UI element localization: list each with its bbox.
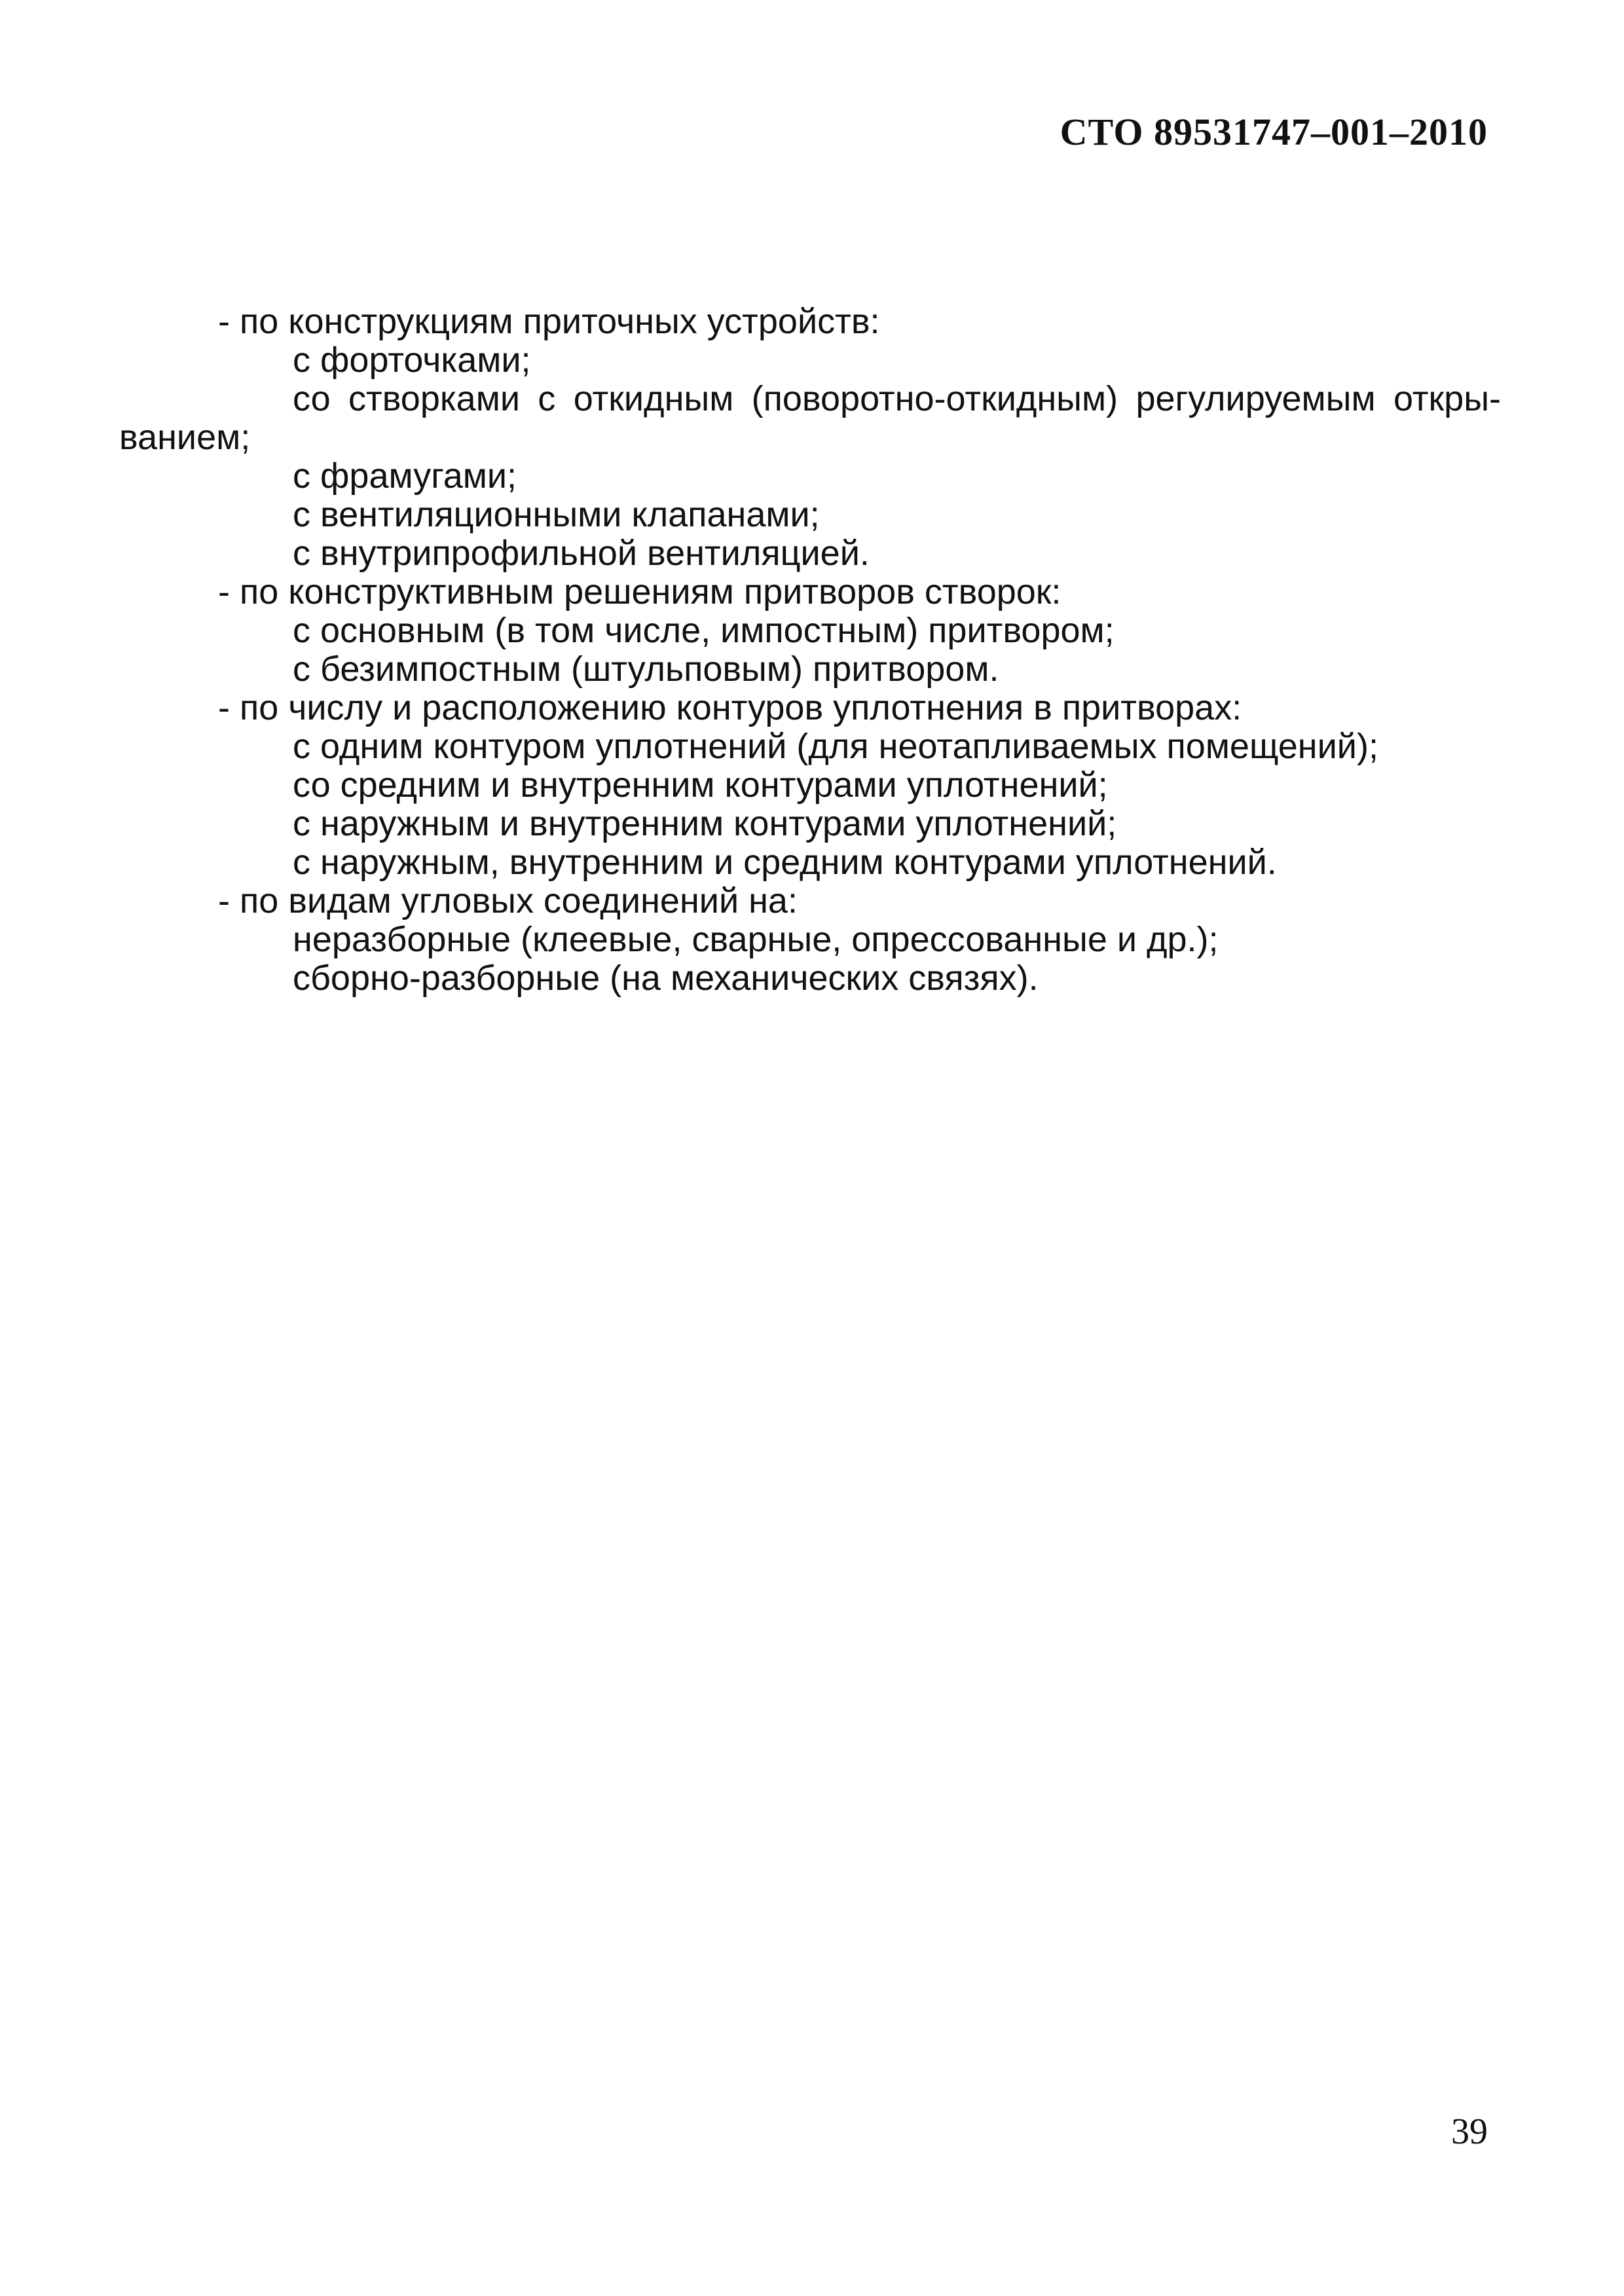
list-item: со средним и внутренним контурами уплотнений; (293, 765, 1108, 805)
list-item: с безимпостным (штульповым) притвором. (293, 649, 999, 689)
list-item-continuation: ванием; (119, 418, 251, 457)
classification-list (119, 302, 1501, 998)
list-item: с внутрипрофильной вентиляцией. (293, 534, 870, 573)
list-item: сборно-разборные (на механических связях). (293, 958, 1039, 998)
list-item: с фрамугами; (293, 456, 517, 496)
list-item: с одним контуром уплотнений (для неотапливаемых помещений); (293, 727, 1378, 766)
list-item: со створками с откидным (поворотно-откидным) регулируемым откры- (293, 379, 1501, 418)
list-heading-sash-rebates: - по конструктивным решениям притворов створок: (218, 572, 1061, 611)
list-item: с вентиляционными клапанами; (293, 495, 820, 534)
list-heading-corner-joints: - по видам угловых соединений на: (218, 881, 798, 920)
list-item: с форточками; (293, 340, 531, 380)
list-heading-seal-contours: - по числу и расположению контуров уплотнения в притворах: (218, 688, 1242, 727)
list-item: с наружным и внутренним контурами уплотнений; (293, 804, 1117, 843)
list-heading-supply-devices: - по конструкциям приточных устройств: (218, 302, 880, 341)
list-item: неразборные (клеевые, сварные, опрессованные и др.); (293, 920, 1219, 959)
list-item: с основным (в том числе, импостным) притвором; (293, 611, 1115, 650)
page-number: 39 (1451, 2111, 1488, 2152)
document-code-header: СТО 89531747–001–2010 (1060, 111, 1488, 153)
list-item: с наружным, внутренним и средним контурами уплотнений. (293, 843, 1277, 882)
